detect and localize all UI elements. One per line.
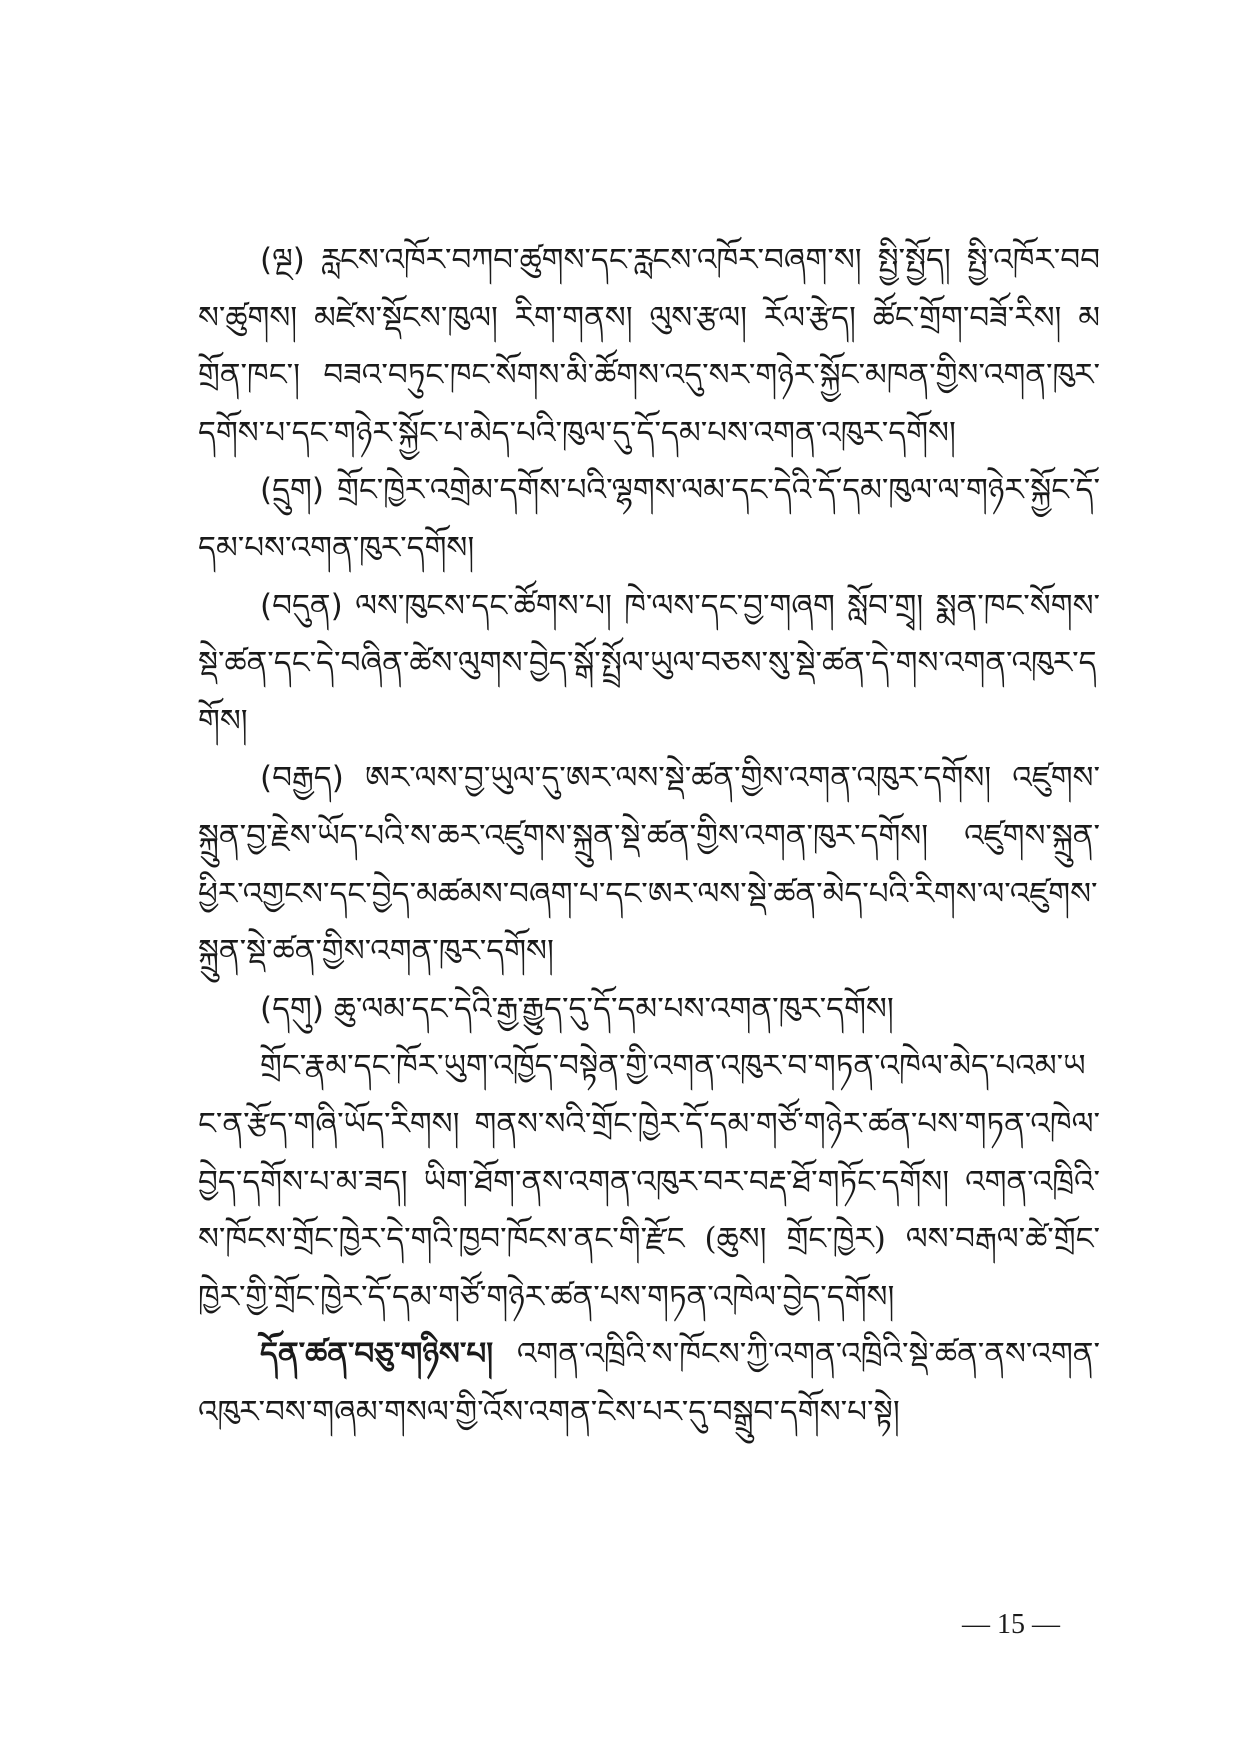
paragraph-item-7 bbox=[198, 578, 1100, 751]
paragraph-text: གྲོང་ཁྱེར་འགྲེམ་དགོས་པའི་ལྷགས་ལམ་དང་དེའི་དོ་དམ་ཁུལ་ལ་གཉེར་སྐྱོང་དོ་དམ་པས་འགན་ཁུར་དགོས། bbox=[198, 472, 1100, 566]
paragraph-text: རླངས་འཁོར་བཀབ་ཚུགས་དང་རླངས་འཁོར་བཞག་ས། སྤྱི་སྤྱོད། སྤྱི་འཁོར་བབས་ཚུགས། མཛེས་སྡོངས་ཁུལ། རིག་གནས། ལུས་རྩལ། རོལ་རྩེད། ཚོང་གྲོག་བཟོ་རིས། མགྲོན་ཁང་། བཟའ་བཏུང་ཁང་སོགས་མི་ཚོགས་འདུ་སར་གཉེར་སྐྱོང་མཁན་གྱིས་འགན་ཁུར་དགོས་པ་དང་གཉེར་སྐྱོང་པ་མེད་པའི་ཁུལ་དུ་དོ་དམ་པས་འགན་འཁུར་དགོས། bbox=[198, 242, 1100, 451]
paragraph-item-5 bbox=[198, 232, 1100, 462]
article-12 bbox=[198, 1326, 1100, 1441]
item-marker: (དྲུག) bbox=[260, 472, 324, 509]
article-heading: དོན་ཚན་བཅུ་གཉིས་པ། bbox=[260, 1336, 494, 1373]
item-marker: (དགུ) bbox=[260, 990, 324, 1027]
paragraph-unassigned-responsibility bbox=[198, 1038, 1100, 1326]
paragraph-text: ཨར་ལས་བྱ་ཡུལ་དུ་ཨར་ལས་སྡེ་ཚན་གྱིས་འགན་འཁུར་དགོས། འཛུགས་སྐྲུན་བྱ་རྗེས་ཡོད་པའི་ས་ཆར་འཛུགས་སྐྲུན་སྡེ་ཚན་གྱིས་འགན་ཁུར་དགོས། འཛུགས་སྐྲུན་ཕྱིར་འགྱངས་དང་བྱེད་མཚམས་བཞག་པ་དང་ཨར་ལས་སྡེ་ཚན་མེད་པའི་རིགས་ལ་འཛུགས་སྐྲུན་སྡེ་ཚན་གྱིས་འགན་ཁུར་དགོས། bbox=[198, 760, 1100, 970]
item-marker: (བདུན) bbox=[260, 587, 343, 624]
paragraph-item-9 bbox=[198, 981, 1100, 1039]
paragraph-text: གྲོང་རྣམ་དང་ཁོར་ཡུག་འཁྱོད་བསྟེན་གྱི་འགན་འཁུར་བ་གཏན་འཁེལ་མེད་པའམ་ཡང་ན་རྩོད་གཞི་ཡོད་རིགས། གནས་སའི་གྲོང་ཁྱེར་དོ་དམ་གཙོ་གཉེར་ཚན་པས་གཏན་འཁེལ་བྱེད་དགོས་པ་མ་ཟད། ཡིག་ཐོག་ནས་འགན་འཁུར་བར་བརྡ་ཐོ་གཏོང་དགོས། འགན་འཁྲིའི་ས་ཁོངས་གྲོང་ཁྱེར་དེ་གའི་ཁྱབ་ཁོངས་ནང་གི་རྫོང (ཆུས། གྲོང་ཁྱེར) ལས་བརྒལ་ཚེ་གྲོང་ཁྱེར་གྱི་གྲོང་ཁྱེར་དོ་དམ་གཙོ་གཉེར་ཚན་པས་གཏན་འཁེལ་བྱེད་དགོས། bbox=[198, 1048, 1100, 1315]
document-body bbox=[198, 232, 1100, 1532]
paragraph-item-8 bbox=[198, 750, 1100, 980]
paragraph-text: འགན་འཁྲིའི་ས་ཁོངས་ཀྱི་འགན་འཁྲིའི་སྡེ་ཚན་ནས་འགན་འཁུར་བས་གཞམ་གསལ་གྱི་འོས་འགན་ངེས་པར་དུ་བསྒྲུབ་དགོས་པ་སྟེ། bbox=[198, 1336, 1100, 1430]
item-marker: (ལྔ) bbox=[260, 242, 305, 278]
paragraph-item-6 bbox=[198, 462, 1100, 577]
paragraph-text: ཆུ་ལམ་དང་དེའི་རྒྱ་རྒྱུད་དུ་དོ་དམ་པས་འགན་ཁུར་དགོས། bbox=[333, 990, 894, 1027]
page-number: — 15 — bbox=[962, 1609, 1060, 1640]
paragraph-text: ལས་ཁུངས་དང་ཚོགས་པ། ཁེ་ལས་དང་བྱ་གཞག སློབ་གྲྭ། སྨན་ཁང་སོགས་སྡེ་ཚན་དང་དེ་བཞིན་ཚེས་ལུགས་བྱེད་སྒོ་སྤྲོལ་ཡུལ་བཅས་སུ་སྡེ་ཚན་དེ་གས་འགན་འཁུར་དགོས། bbox=[198, 587, 1100, 739]
item-marker: (བརྒྱད) bbox=[260, 760, 344, 797]
